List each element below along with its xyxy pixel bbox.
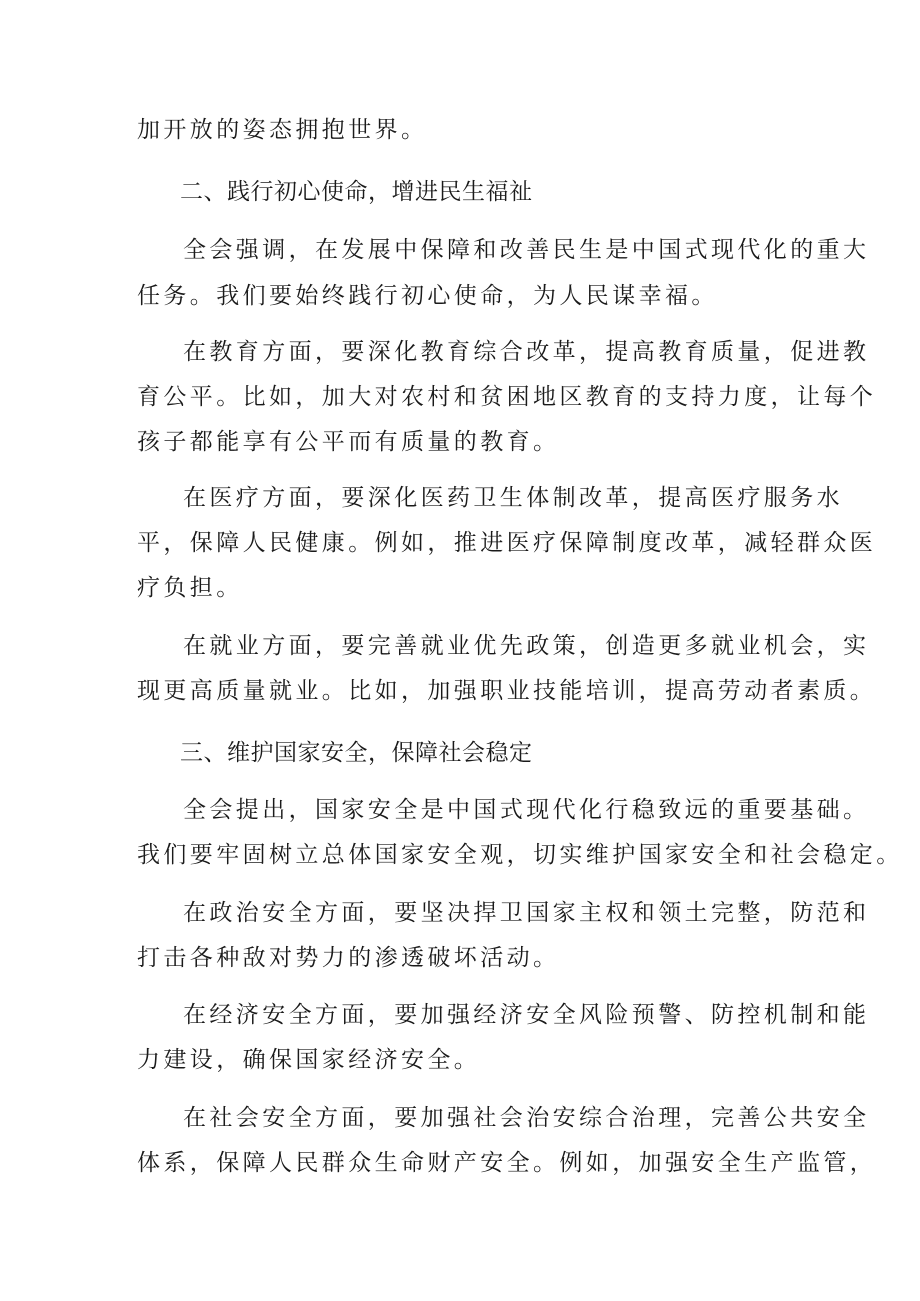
body-text-line: 力建设，确保国家经济安全。	[137, 1047, 481, 1073]
body-text-line: 体系，保障人民群众生命财产安全。例如，加强安全生产监管，	[137, 1150, 877, 1176]
body-text-line: 在政治安全方面，要坚决捍卫国家主权和领土完整，防范和	[183, 900, 870, 926]
body-text-line: 全会提出，国家安全是中国式现代化行稳致远的重要基础。	[183, 797, 870, 823]
body-text-line: 孩子都能享有公平而有质量的教育。	[137, 429, 560, 455]
body-text-line: 平，保障人民健康。例如，推进医疗保障制度改革，减轻群众医	[137, 530, 877, 556]
body-text-line: 在社会安全方面，要加强社会治安综合治理，完善公共安全	[183, 1105, 870, 1131]
body-text-line: 在经济安全方面，要加强经济安全风险预警、防控机制和能	[183, 1002, 870, 1028]
section-heading: 二、践行初心使命，增进民生福祉	[180, 179, 533, 205]
body-text-line: 在医疗方面，要深化医药卫生体制改革，提高医疗服务水	[183, 485, 843, 511]
body-text-line: 我们要牢固树立总体国家安全观，切实维护国家安全和社会稳定。	[137, 842, 903, 868]
body-text-line: 在教育方面，要深化教育综合改革，提高教育质量，促进教	[183, 339, 870, 365]
body-text-line: 现更高质量就业。比如，加强职业技能培训，提高劳动者素质。	[137, 678, 877, 704]
section-heading: 三、维护国家安全，保障社会稳定	[180, 740, 533, 766]
body-text-line: 育公平。比如，加大对农村和贫困地区教育的支持力度，让每个	[137, 384, 877, 410]
body-text-line: 任务。我们要始终践行初心使命，为人民谋幸福。	[137, 283, 718, 309]
body-text-line: 疗负担。	[137, 575, 243, 601]
body-text-line: 在就业方面，要完善就业优先政策，创造更多就业机会，实	[183, 633, 870, 659]
body-text-line: 全会强调，在发展中保障和改善民生是中国式现代化的重大	[183, 237, 870, 263]
body-text-line: 打击各种敌对势力的渗透破坏活动。	[137, 945, 560, 971]
body-text-line: 加开放的姿态拥抱世界。	[137, 117, 428, 143]
